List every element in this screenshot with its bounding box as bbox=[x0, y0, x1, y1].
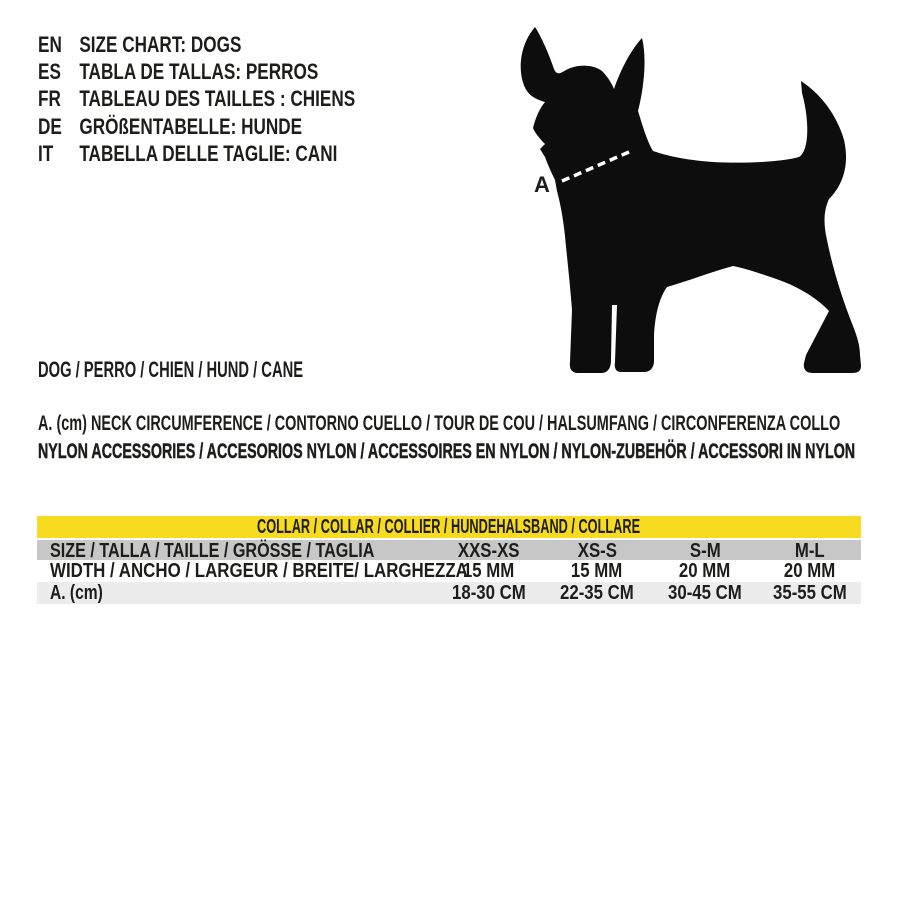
table-header-label: COLLAR / COLLAR / COLLIER / HUNDEHALSBAND / COLLARE bbox=[257, 516, 641, 538]
collar-size-table bbox=[37, 516, 861, 604]
title-text: SIZE CHART: DOGS bbox=[79, 32, 242, 57]
animal-caption: DOG / PERRO / CHIEN / HUND / CANE bbox=[38, 357, 304, 382]
language-code: ES bbox=[38, 59, 61, 85]
neck-range-cell: 22-35 CM bbox=[560, 582, 634, 604]
measure-a-label: A bbox=[534, 172, 550, 197]
row-label-cell: A. (cm) bbox=[50, 582, 103, 604]
title-text: GRÖßENTABELLE: HUNDE bbox=[79, 113, 303, 139]
neck-range-cell: 35-55 CM bbox=[773, 582, 847, 604]
language-code: EN bbox=[38, 32, 62, 57]
width-cell: 15 MM bbox=[463, 560, 515, 582]
title-text: TABELLA DELLE TAGLIE: CANI bbox=[79, 140, 338, 166]
dog-silhouette bbox=[521, 27, 861, 373]
width-cell: 15 MM bbox=[571, 560, 623, 582]
title-text: TABLEAU DES TAILLES : CHIENS bbox=[79, 86, 356, 112]
row-label-cell: SIZE / TALLA / TAILLE / GRÖSSE / TAGLIA bbox=[50, 540, 375, 562]
neck-range-cell: 30-45 CM bbox=[668, 582, 742, 604]
language-code: IT bbox=[38, 140, 54, 166]
size-cell: S-M bbox=[689, 540, 721, 562]
neck-circumference-note: A. (cm) NECK CIRCUMFERENCE / CONTORNO CUELLO / TOUR DE COU / HALSUMFANG / CIRCONFERENZA COLLO bbox=[38, 412, 841, 435]
table-row-size bbox=[37, 540, 861, 560]
language-code: DE bbox=[38, 113, 62, 139]
neck-range-cell: 18-30 CM bbox=[452, 582, 526, 604]
size-cell: M-L bbox=[795, 540, 825, 562]
row-label-cell: WIDTH / ANCHO / LARGEUR / BREITE/ LARGHEZZA bbox=[50, 560, 468, 582]
size-cell: XXS-XS bbox=[458, 540, 520, 562]
table-row-width bbox=[37, 560, 861, 582]
table-header bbox=[37, 516, 861, 538]
width-cell: 20 MM bbox=[679, 560, 731, 582]
size-cell: XS-S bbox=[577, 540, 617, 562]
title-text: TABLA DE TALLAS: PERROS bbox=[79, 59, 319, 85]
width-cell: 20 MM bbox=[784, 560, 836, 582]
table-row-neck bbox=[37, 582, 861, 604]
material-note: NYLON ACCESSORIES / ACCESORIOS NYLON / ACCESSOIRES EN NYLON / NYLON-ZUBEHÖR / ACCESSORI IN NYLON bbox=[38, 440, 856, 463]
language-code: FR bbox=[38, 86, 61, 112]
